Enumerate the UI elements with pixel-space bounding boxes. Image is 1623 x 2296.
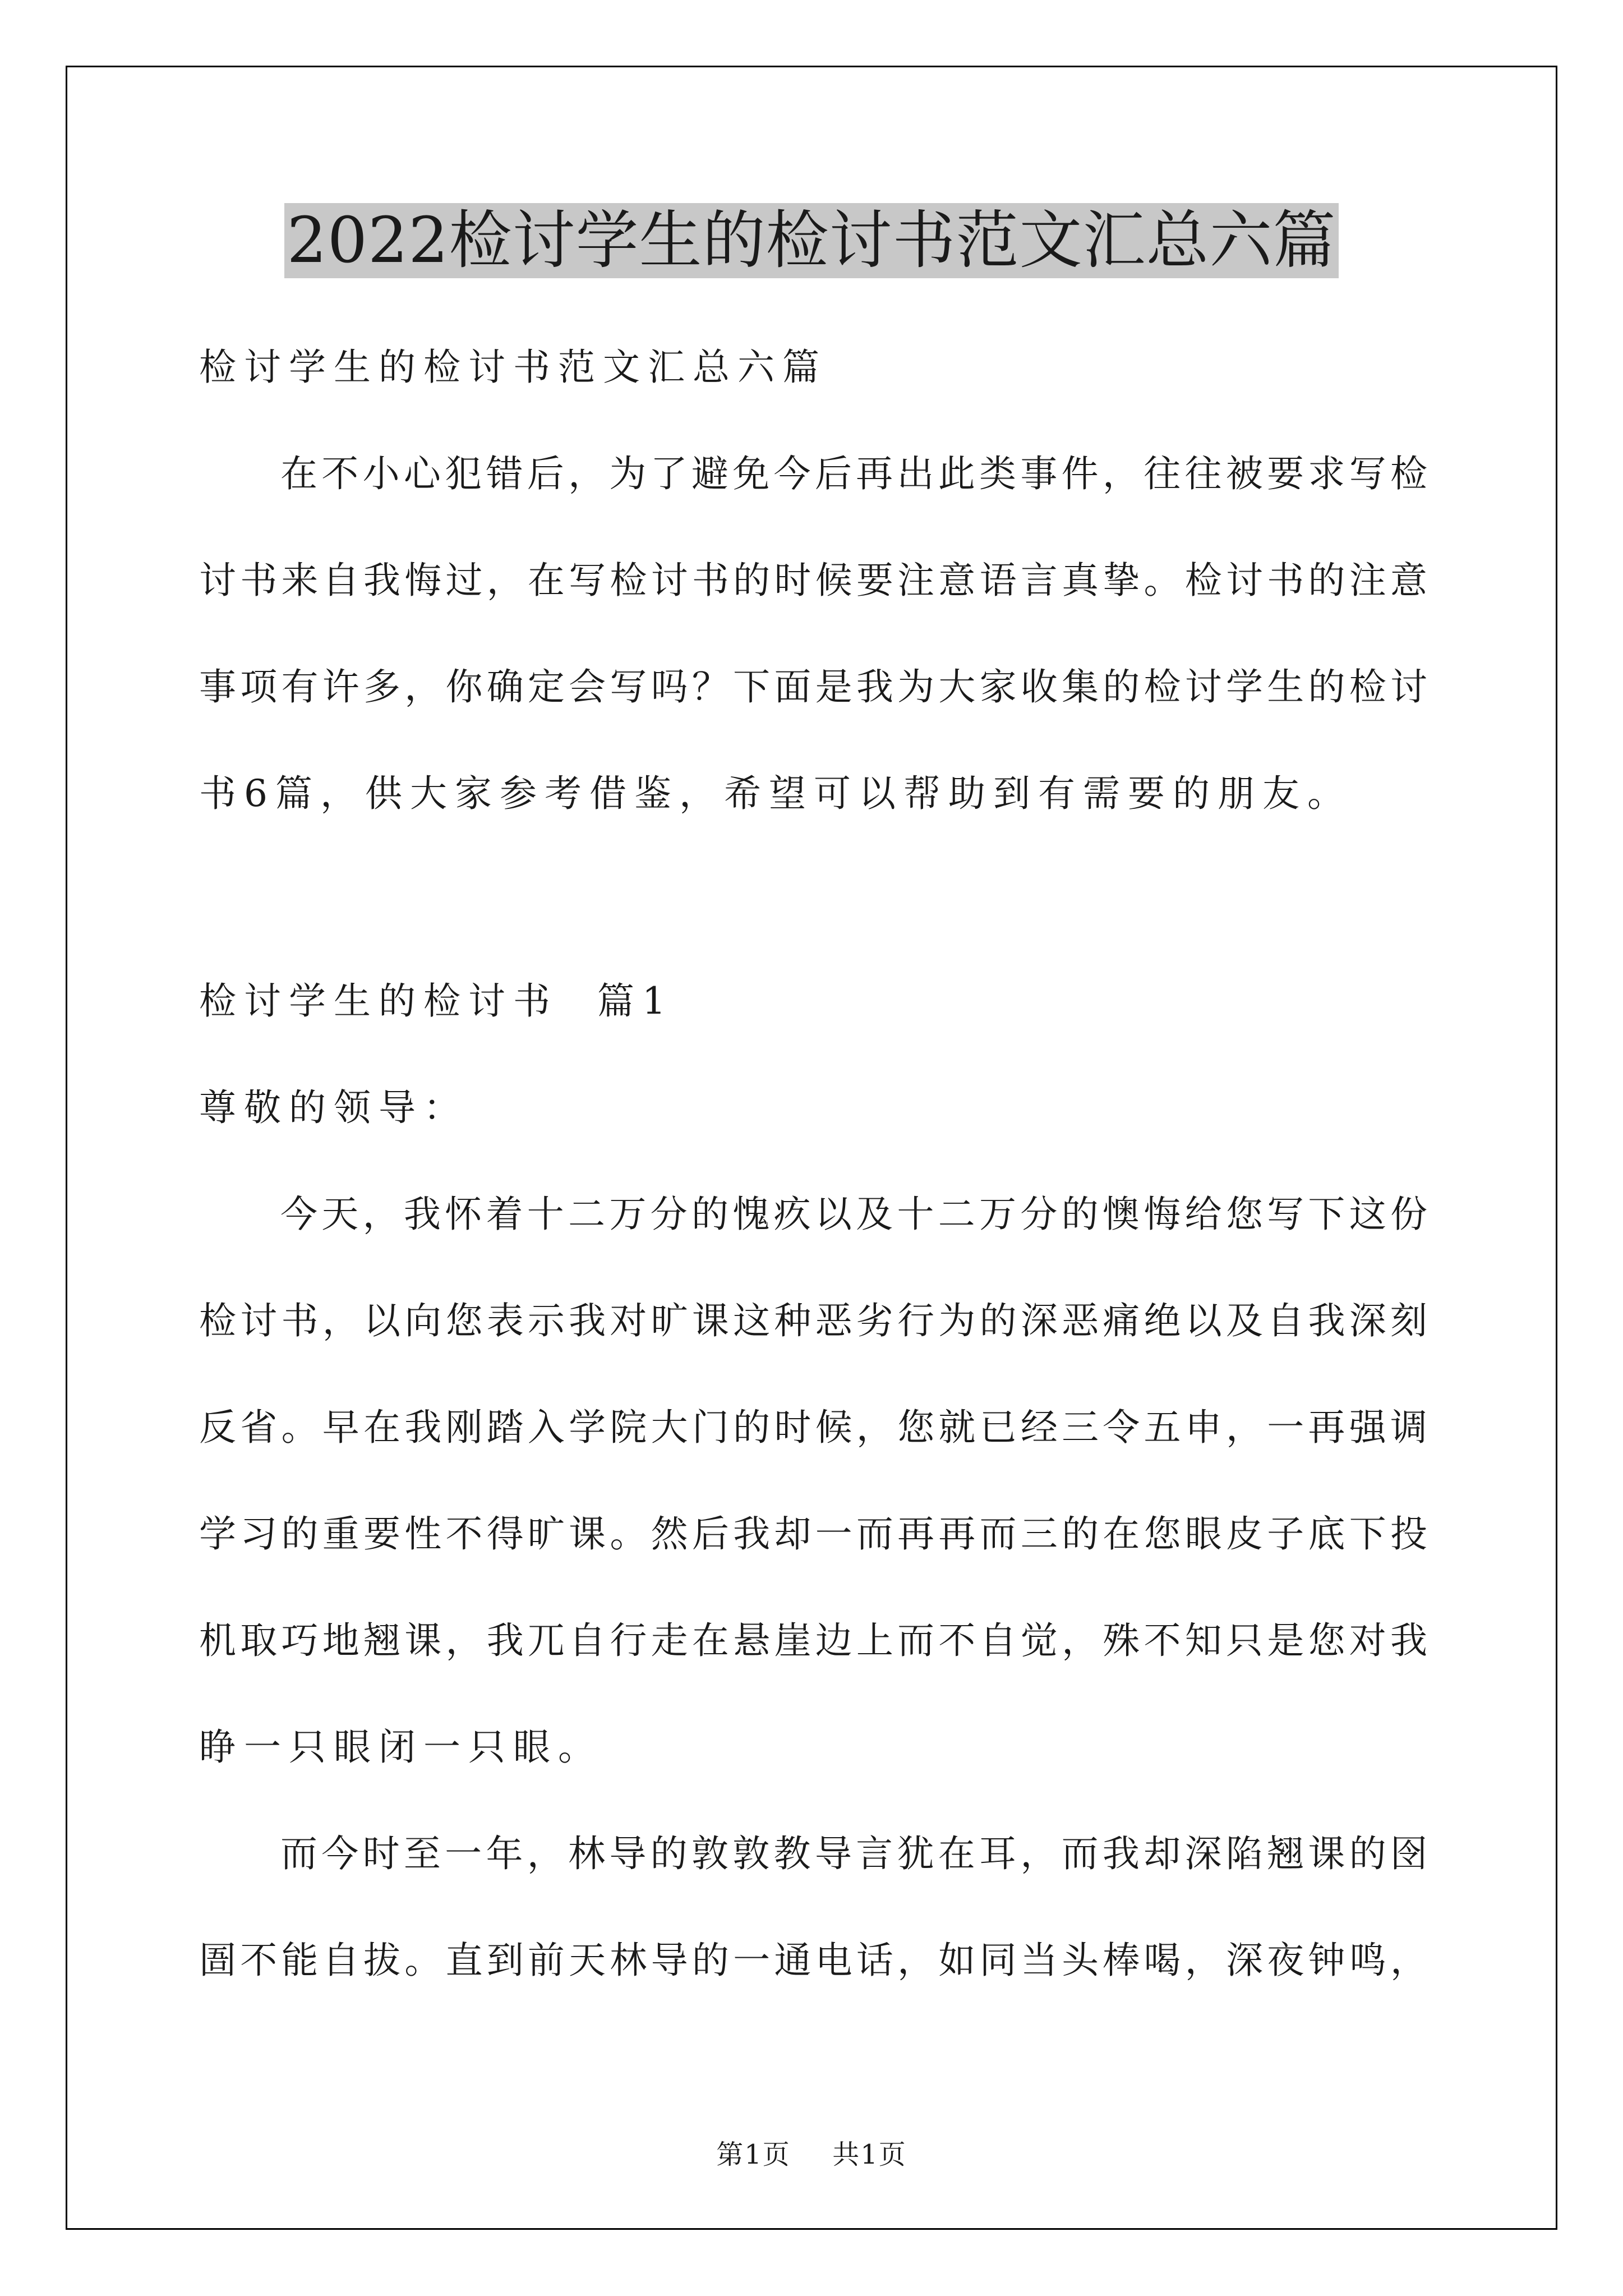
document-body bbox=[199, 314, 1427, 2014]
intro-line: 事项有许多，你确定会写吗？下面是我为大家收集的检讨学生的检讨 bbox=[199, 665, 1427, 708]
intro-line: 书6篇，供大家参考借鉴，希望可以帮助到有需要的朋友。 bbox=[199, 772, 1352, 815]
paragraph-line: 学习的重要性不得旷课。然后我却一而再再而三的在您眼皮子底下投 bbox=[199, 1512, 1427, 1556]
page-footer: 第1页 共1页 bbox=[716, 2139, 907, 2170]
paragraph-line: 检讨书，以向您表示我对旷课这种恶劣行为的深恶痛绝以及自我深刻 bbox=[199, 1299, 1427, 1342]
paragraph-line: 机取巧地翘课，我兀自行走在悬崖边上而不自觉，殊不知只是您对我 bbox=[199, 1619, 1427, 1662]
document-title: 2022检讨学生的检讨书范文汇总六篇 bbox=[284, 203, 1338, 278]
paragraph-line: 睁一只眼闭一只眼。 bbox=[199, 1726, 603, 1769]
paragraph-line: 圄不能自拔。直到前天林导的一通电话，如同当头棒喝，深夜钟鸣， bbox=[199, 1939, 1427, 1982]
title-container bbox=[0, 203, 1623, 278]
intro-line: 讨书来自我悔过，在写检讨书的时候要注意语言真挚。检讨书的注意 bbox=[199, 559, 1427, 602]
paragraph-line: 今天，我怀着十二万分的愧疚以及十二万分的懊悔给您写下这份 bbox=[280, 1193, 1427, 1236]
paragraph-line: 而今时至一年，林导的敦敦教导言犹在耳，而我却深陷翘课的囹 bbox=[280, 1832, 1427, 1875]
paragraph-line: 反省。早在我刚踏入学院大门的时候，您就已经三令五申，一再强调 bbox=[199, 1406, 1427, 1449]
intro-line: 在不小心犯错后，为了避免今后再出此类事件，往往被要求写检 bbox=[280, 452, 1427, 495]
section-spacer bbox=[199, 847, 1427, 948]
salutation: 尊敬的领导： bbox=[199, 1086, 468, 1129]
section-heading: 检讨学生的检讨书 篇1 bbox=[199, 979, 674, 1023]
document-subtitle: 检讨学生的检讨书范文汇总六篇 bbox=[199, 346, 827, 389]
